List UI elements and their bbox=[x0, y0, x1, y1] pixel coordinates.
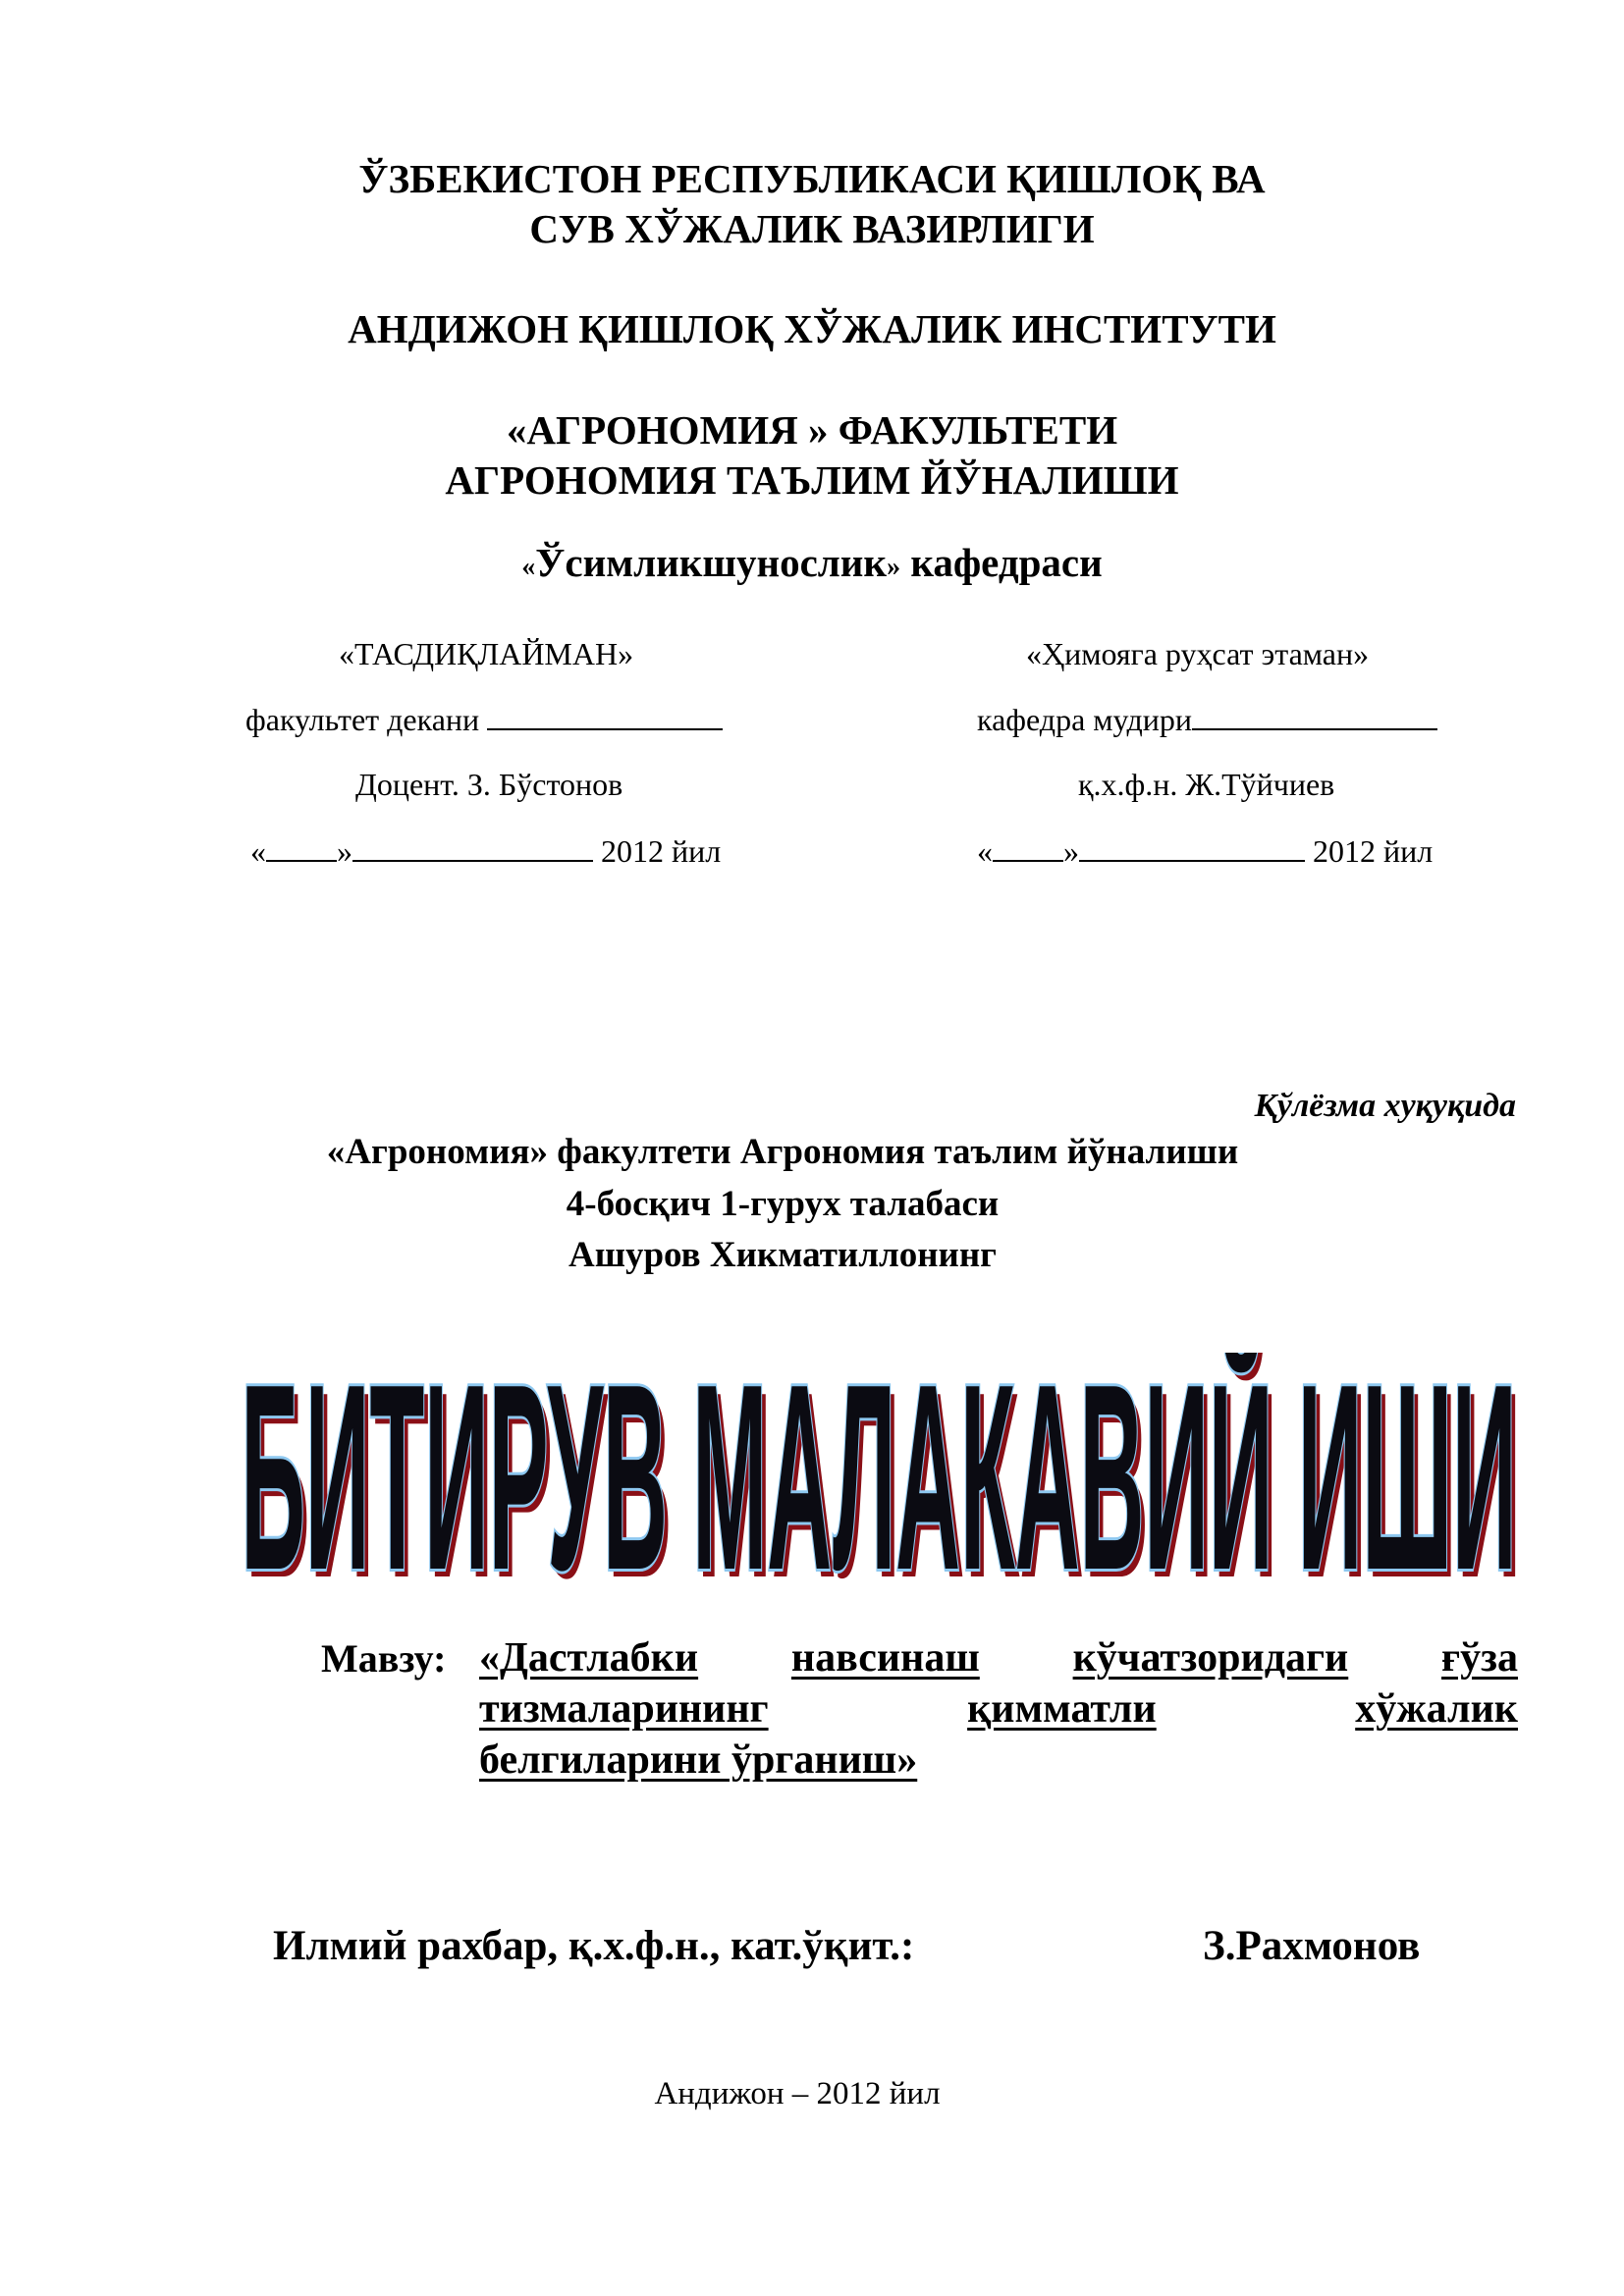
title-main: БИТИРУВ МАЛАКАВИЙ ИШИ bbox=[241, 1353, 1517, 1598]
topic-label: Мавзу: bbox=[321, 1636, 447, 1681]
topic-word: навсинаш bbox=[790, 1635, 980, 1681]
department-quote-open: « bbox=[521, 552, 536, 582]
month-blank bbox=[352, 834, 593, 862]
topic-word: хўжалик bbox=[1355, 1686, 1518, 1732]
title-shadow: БИТИРУВ МАЛАКАВИЙ ИШИ bbox=[245, 1353, 1522, 1598]
signature-blank bbox=[1192, 703, 1437, 730]
approval-right-person: қ.х.ф.н. Ж.Тўйчиев bbox=[1078, 767, 1335, 802]
topic-word: ғўза bbox=[1441, 1635, 1518, 1681]
department-name: Ўсимликшунослик bbox=[535, 540, 888, 585]
supervisor-role: Илмий рахбар, қ.х.ф.н., кат.ўқит.: bbox=[273, 1923, 915, 1969]
topic-word: кўчатзоридаги bbox=[1072, 1635, 1349, 1681]
faculty-name: «АГРОНОМИЯ » ФАКУЛЬТЕТИ bbox=[506, 407, 1118, 453]
approval-left-year: 2012 йил bbox=[601, 833, 722, 869]
student-line-2: 4-босқич 1-гурух талабаси bbox=[566, 1184, 1000, 1224]
date-quote-mid: » bbox=[1063, 833, 1079, 869]
topic-line-3: белгиларини ўрганиш» bbox=[479, 1737, 918, 1783]
approval-right-year: 2012 йил bbox=[1313, 833, 1434, 869]
approval-left-heading: «ТАСДИҚЛАЙМАН» bbox=[339, 636, 634, 671]
thesis-title bbox=[236, 1353, 1522, 1598]
approval-right-role-line bbox=[977, 703, 1437, 735]
topic-word: «Дастлабки bbox=[479, 1635, 699, 1681]
topic-word: қимматли bbox=[967, 1686, 1157, 1732]
topic-line-1 bbox=[479, 1637, 1518, 1679]
approval-right-date-line bbox=[977, 834, 1433, 867]
department-line bbox=[0, 540, 1624, 585]
approval-left-role: факультет декани bbox=[245, 702, 480, 737]
day-blank bbox=[993, 834, 1063, 862]
approval-right-heading: «Ҳимояга руҳсат этаман» bbox=[1026, 636, 1370, 671]
day-blank bbox=[266, 834, 337, 862]
supervisor-name: З.Рахмонов bbox=[1203, 1923, 1421, 1969]
direction-name: АГРОНОМИЯ ТАЪЛИМ ЙЎНАЛИШИ bbox=[445, 457, 1179, 503]
department-suffix: кафедраси bbox=[910, 540, 1103, 585]
topic-line-2 bbox=[479, 1688, 1518, 1730]
approval-left-role-line bbox=[245, 703, 723, 735]
approval-left-person: Доцент. З. Бўстонов bbox=[355, 767, 623, 802]
ministry-line-2: СУВ ХЎЖАЛИК ВАЗИРЛИГИ bbox=[529, 206, 1095, 251]
thesis-title-art bbox=[236, 1353, 1522, 1598]
place-and-year: Андижон – 2012 йил bbox=[654, 2076, 941, 2111]
month-blank bbox=[1079, 834, 1305, 862]
signature-blank bbox=[487, 703, 723, 730]
student-line-3: Ашуров Хикматиллонинг bbox=[568, 1235, 997, 1275]
student-line-1: «Агрономия» факултети Агрономия таълим йўналиши bbox=[326, 1132, 1239, 1172]
topic-word: тизмаларининг bbox=[479, 1686, 769, 1732]
date-quote-open: « bbox=[250, 833, 266, 869]
approval-right-role: кафедра мудири bbox=[977, 702, 1193, 737]
manuscript-note: Қўлёзма хуқуқида bbox=[1254, 1088, 1516, 1124]
approval-left-date-line bbox=[250, 834, 721, 867]
date-quote-open: « bbox=[977, 833, 993, 869]
date-quote-mid: » bbox=[337, 833, 352, 869]
ministry-line-1: ЎЗБЕКИСТОН РЕСПУБЛИКАСИ ҚИШЛОҚ ВА bbox=[358, 156, 1266, 201]
department-quote-close: » bbox=[887, 552, 901, 582]
institute-name: АНДИЖОН ҚИШЛОҚ ХЎЖАЛИК ИНСТИТУТИ bbox=[348, 306, 1276, 351]
